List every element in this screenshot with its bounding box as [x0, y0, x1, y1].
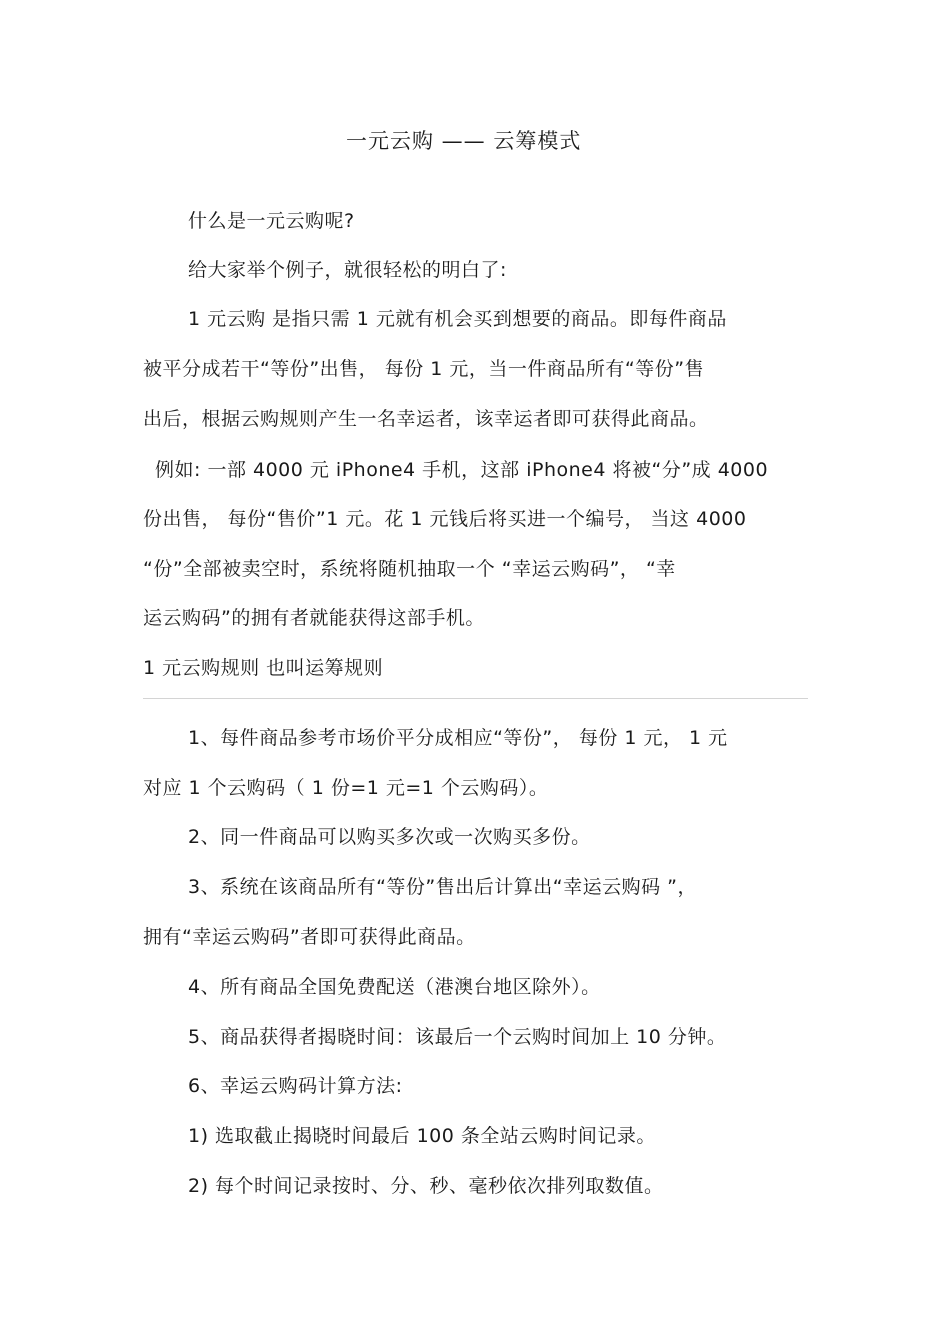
- rule-line: 4、所有商品全国免费配送（港澳台地区除外）。: [188, 976, 601, 998]
- intro-question: 什么是一元云购呢?: [188, 210, 355, 232]
- intro-example: 给大家举个例子，就很轻松的明白了:: [188, 259, 507, 281]
- rule-line: 1) 选取截止揭晓时间最后 100 条全站云购时间记录。: [188, 1125, 656, 1147]
- rule-line: 3、系统在该商品所有“等份”售出后计算出“幸运云购码 ”，: [188, 876, 698, 898]
- example-line: 例如: 一部 4000 元 iPhone4 手机，这部 iPhone4 将被“分”成 4000: [155, 459, 769, 481]
- document-title: 一元云购 —— 云筹模式: [346, 129, 582, 153]
- rule-line: 2) 每个时间记录按时、分、秒、毫秒依次排列取数值。: [188, 1175, 664, 1197]
- definition-line: 被平分成若干“等份”出售， 每份 1 元，当一件商品所有“等份”售: [143, 358, 705, 380]
- rule-line: 5、商品获得者揭晓时间：该最后一个云购时间加上 10 分钟。: [188, 1026, 727, 1048]
- rule-line: 拥有“幸运云购码”者即可获得此商品。: [143, 926, 476, 948]
- example-line: 运云购码”的拥有者就能获得这部手机。: [143, 607, 485, 629]
- definition-line: 出后，根据云购规则产生一名幸运者，该幸运者即可获得此商品。: [143, 408, 709, 430]
- example-line: 份出售， 每份“售价”1 元。花 1 元钱后将买进一个编号， 当这 4000: [143, 508, 747, 530]
- rule-line: 1、每件商品参考市场价平分成相应“等份”， 每份 1 元， 1 元: [188, 727, 728, 749]
- rule-line: 对应 1 个云购码（ 1 份=1 元=1 个云购码）。: [143, 777, 549, 799]
- rule-line: 6、幸运云购码计算方法:: [188, 1075, 403, 1097]
- section-divider: [143, 698, 808, 699]
- rule-line: 2、同一件商品可以购买多次或一次购买多份。: [188, 826, 591, 848]
- example-line: “份”全部被卖空时，系统将随机抽取一个 “幸运云购码”， “幸: [143, 558, 676, 580]
- definition-line: 1 元云购 是指只需 1 元就有机会买到想要的商品。即每件商品: [188, 308, 727, 330]
- rules-heading: 1 元云购规则 也叫运筹规则: [143, 657, 384, 679]
